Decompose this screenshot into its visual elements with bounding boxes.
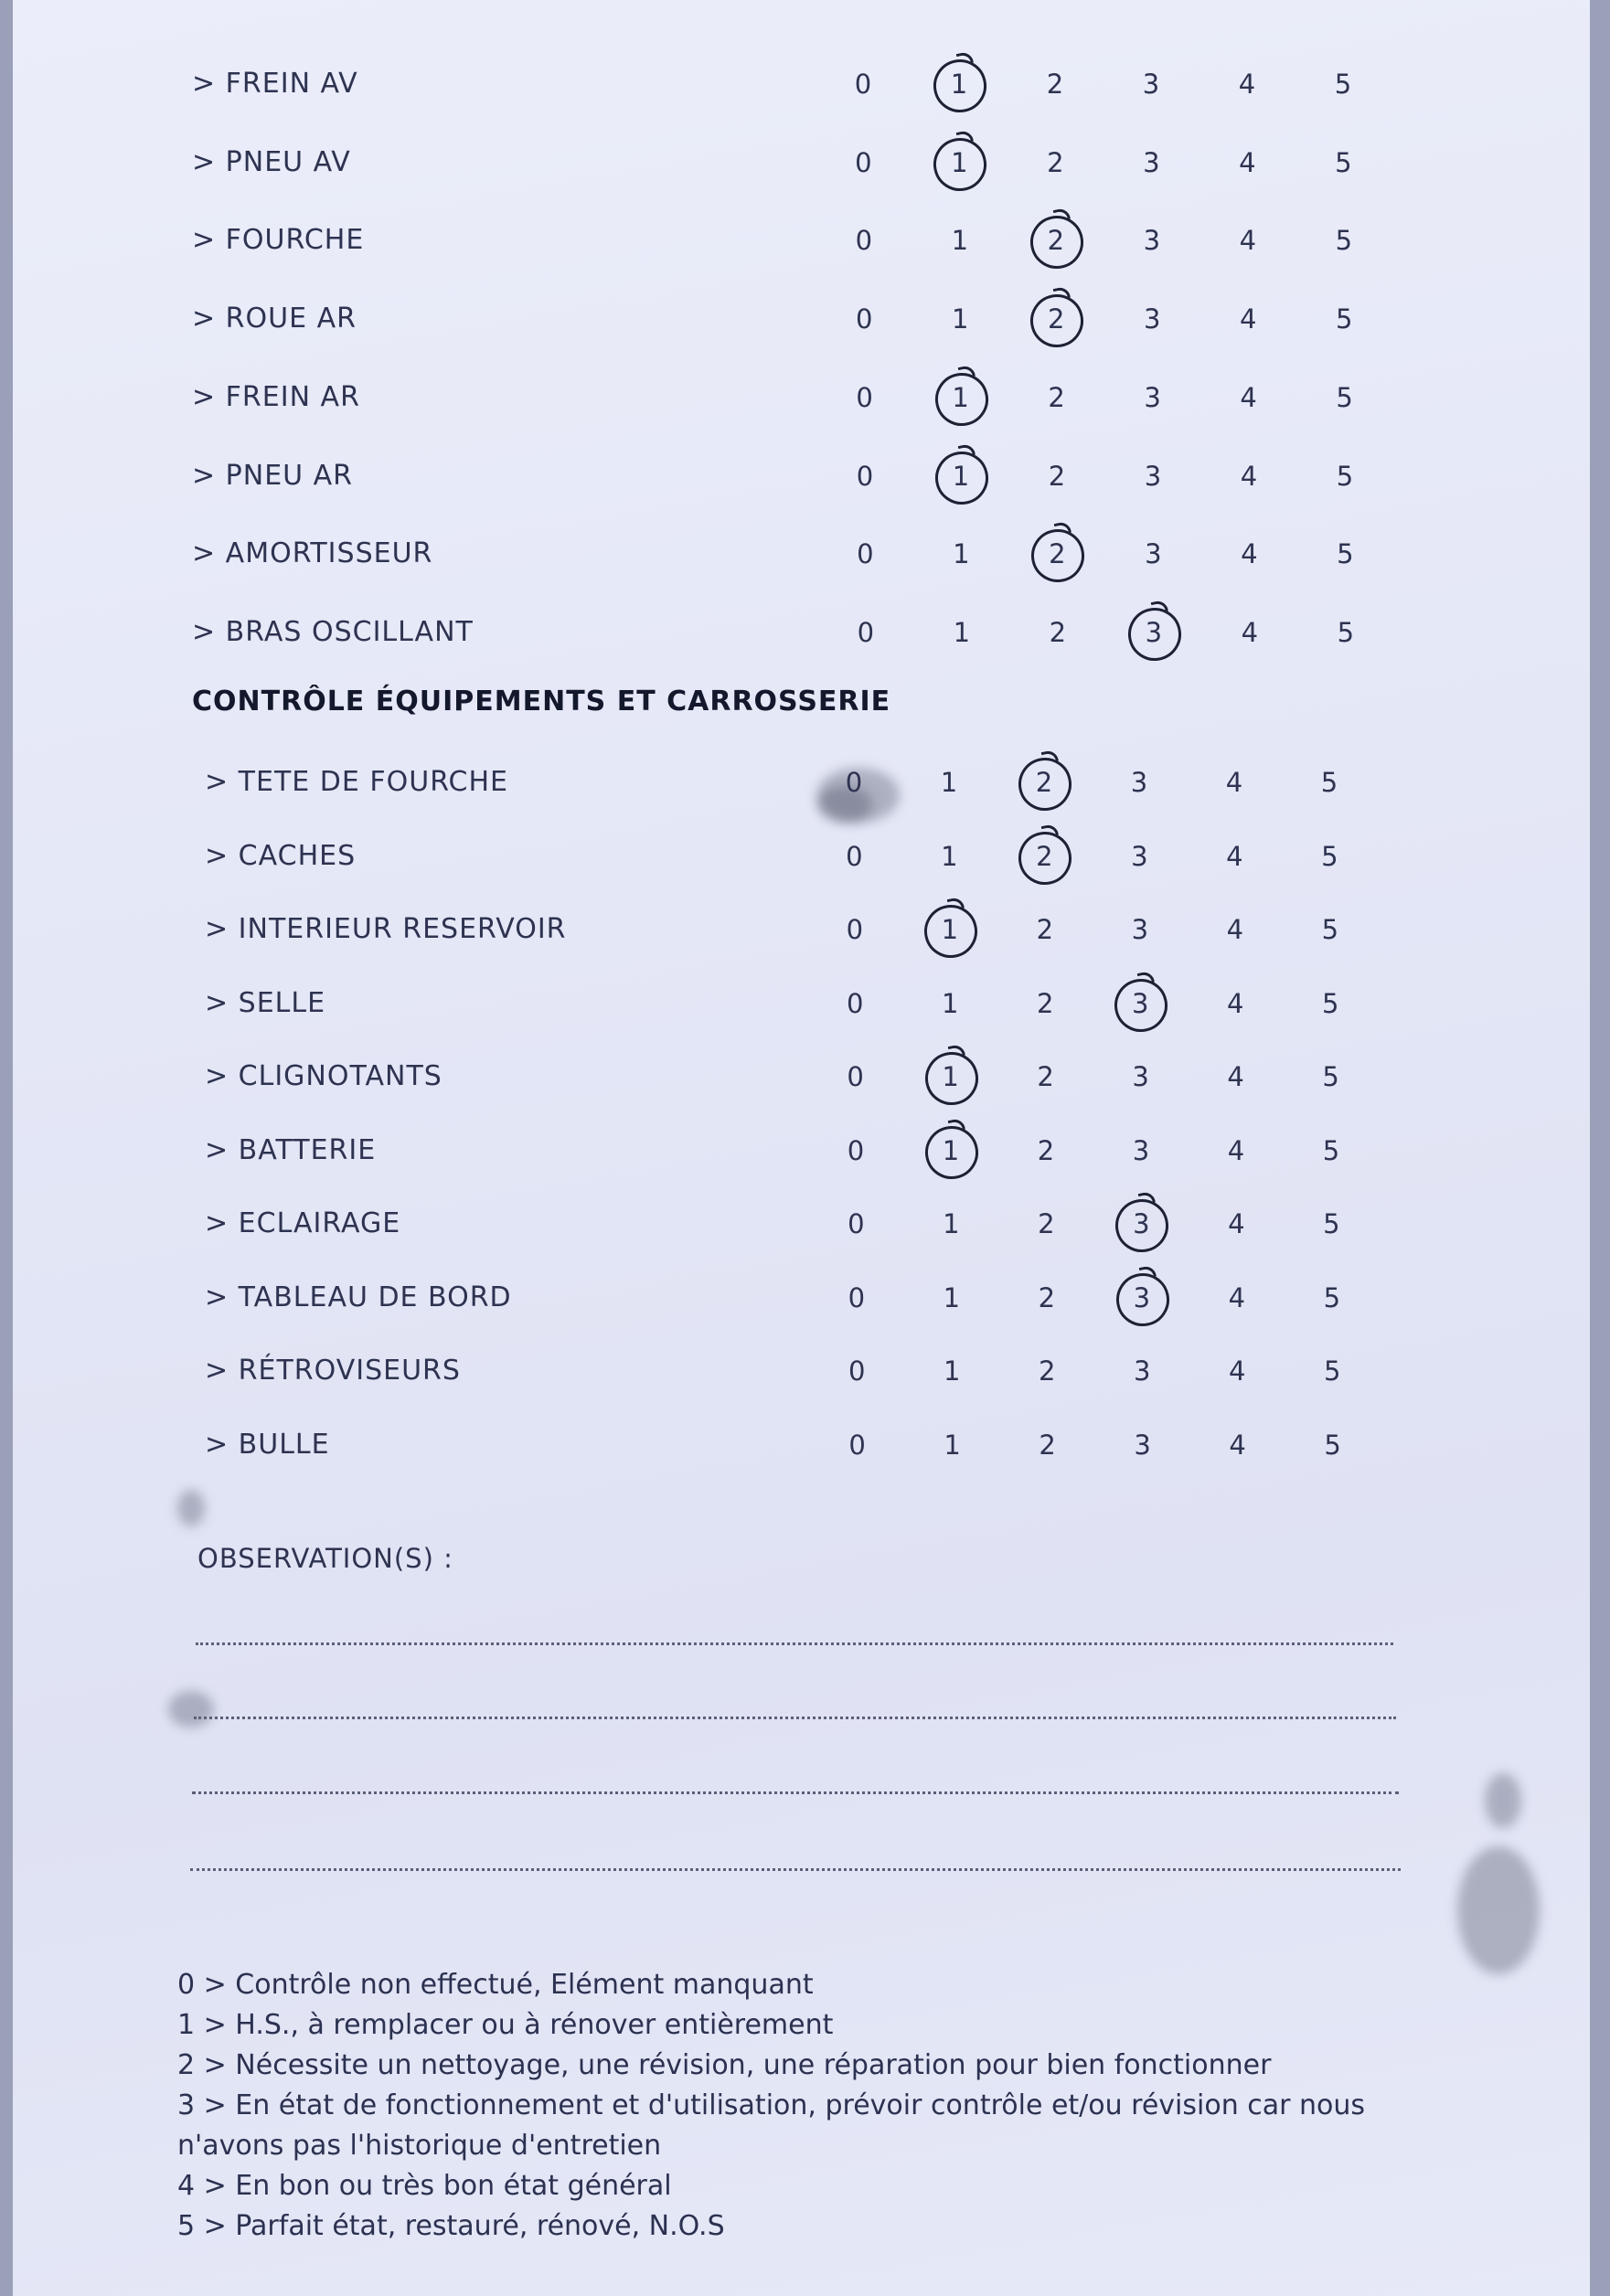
rating-option-2[interactable]	[1023, 126, 1087, 199]
rating-value: 0	[855, 146, 872, 178]
rating-option-5[interactable]	[1298, 967, 1362, 1040]
item-row-caches	[13, 820, 1476, 893]
rating-option-4[interactable]	[1216, 282, 1280, 356]
item-label: > FREIN AV	[192, 68, 358, 100]
rating-option-5[interactable]	[1300, 1334, 1364, 1408]
rating-option-0[interactable]	[824, 1187, 888, 1260]
rating-option-2[interactable]	[1024, 282, 1088, 356]
rating-option-2[interactable]	[1013, 893, 1077, 966]
rating-option-0[interactable]	[822, 746, 886, 819]
rating-value: 5	[1321, 914, 1339, 945]
rating-value: 5	[1323, 1208, 1340, 1239]
rating-option-3[interactable]	[1109, 1040, 1173, 1113]
rating-value: 3	[1131, 987, 1149, 1019]
rating-value: 5	[1323, 1355, 1341, 1387]
rating-option-4[interactable]	[1202, 820, 1266, 893]
rating-option-1[interactable]	[919, 1187, 983, 1260]
rating-value: 0	[846, 987, 864, 1019]
rating-value: 1	[953, 616, 971, 648]
item-label: > SELLE	[205, 986, 326, 1019]
item-label: > BRAS OSCILLANT	[192, 615, 474, 648]
rating-option-5[interactable]	[1298, 893, 1362, 966]
item-label: > TETE DE FOURCHE	[205, 766, 508, 798]
rating-value: 2	[1036, 987, 1054, 1019]
rating-option-0[interactable]	[831, 48, 895, 121]
item-label: > BATTERIE	[205, 1133, 377, 1166]
legend-line: 0 > Contrôle non effectué, Elément manquant	[177, 1969, 814, 2001]
rating-option-3[interactable]	[1119, 126, 1183, 199]
rating-value: 2	[1047, 225, 1065, 257]
rating-option-2[interactable]	[1025, 361, 1089, 434]
rating-option-1[interactable]	[918, 893, 982, 966]
hand-drawn-circle-mark	[1025, 211, 1088, 274]
rating-value: 2	[1035, 767, 1053, 798]
rating-value: 3	[1142, 69, 1160, 100]
rating-value: 0	[848, 1429, 866, 1461]
rating-option-0[interactable]	[823, 893, 887, 966]
rating-value: 0	[856, 381, 873, 413]
rating-option-4[interactable]	[1205, 1334, 1269, 1408]
rating-value: 1	[952, 381, 969, 413]
hand-drawn-circle-mark	[931, 446, 994, 509]
rating-value: 3	[1143, 225, 1161, 257]
rating-value: 5	[1334, 69, 1352, 100]
rating-value: 4	[1238, 69, 1256, 100]
legend-line: 5 > Parfait état, restauré, rénové, N.O.S	[177, 2210, 725, 2242]
rating-value: 3	[1133, 1281, 1151, 1313]
item-label: > INTERIEUR RESERVOIR	[205, 913, 567, 945]
rating-value: 0	[846, 840, 863, 872]
observation-line-4[interactable]	[190, 1868, 1401, 1871]
item-row-fourche	[13, 204, 1476, 277]
item-label: > CLIGNOTANTS	[205, 1060, 442, 1092]
rating-option-2[interactable]	[1025, 517, 1089, 590]
rating-value: 5	[1335, 303, 1353, 335]
hand-drawn-circle-mark	[929, 55, 992, 118]
rating-value: 0	[848, 1281, 866, 1313]
legend-line: 2 > Nécessite un nettoyage, une révision, une réparation pour bien fonctionner	[177, 2049, 1272, 2081]
rating-option-4[interactable]	[1215, 126, 1279, 199]
rating-option-5[interactable]	[1311, 48, 1375, 121]
rating-value: 4	[1226, 987, 1244, 1019]
rating-option-2[interactable]	[1015, 1334, 1079, 1408]
rating-option-3[interactable]	[1121, 440, 1185, 513]
hand-drawn-circle-mark	[1014, 753, 1077, 816]
item-label: > AMORTISSEUR	[192, 537, 433, 570]
rating-option-4[interactable]	[1204, 1114, 1268, 1187]
rating-value: 2	[1036, 914, 1054, 945]
rating-option-2[interactable]	[1015, 1261, 1079, 1334]
rating-option-5[interactable]	[1299, 1040, 1363, 1113]
rating-value: 4	[1228, 1355, 1246, 1387]
rating-value: 5	[1335, 225, 1353, 257]
hand-drawn-circle-mark	[1111, 1268, 1174, 1331]
rating-value: 1	[951, 146, 968, 178]
rating-value: 2	[1048, 381, 1065, 413]
rating-value: 4	[1227, 1134, 1245, 1166]
rating-option-2[interactable]	[1023, 48, 1087, 121]
rating-value: 4	[1239, 225, 1257, 257]
rating-option-2[interactable]	[1014, 1114, 1078, 1187]
item-label: > FOURCHE	[192, 224, 365, 257]
rating-option-0[interactable]	[833, 440, 897, 513]
rating-option-1[interactable]	[928, 282, 992, 356]
rating-value: 1	[943, 1355, 961, 1387]
rating-option-5[interactable]	[1314, 596, 1378, 669]
rating-option-5[interactable]	[1313, 361, 1377, 434]
rating-value: 0	[846, 914, 864, 945]
rating-value: 1	[943, 1208, 960, 1239]
rating-value: 4	[1229, 1429, 1246, 1461]
rating-option-3[interactable]	[1120, 282, 1184, 356]
rating-option-4[interactable]	[1204, 1187, 1268, 1260]
rating-option-0[interactable]	[832, 282, 896, 356]
rating-value: 3	[1145, 616, 1163, 648]
rating-value: 2	[1046, 69, 1064, 100]
rating-value: 3	[1144, 381, 1161, 413]
rating-option-4[interactable]	[1217, 517, 1281, 590]
item-row-amortisseur	[13, 517, 1476, 590]
rating-value: 0	[855, 303, 873, 335]
rating-value: 3	[1134, 1429, 1151, 1461]
rating-option-1[interactable]	[920, 1334, 984, 1408]
rating-value: 3	[1131, 914, 1149, 945]
rating-value: 2	[1037, 1134, 1055, 1166]
rating-value: 2	[1038, 1281, 1056, 1313]
rating-option-2[interactable]	[1016, 1408, 1080, 1482]
rating-option-2[interactable]	[1013, 967, 1077, 1040]
rating-value: 2	[1047, 303, 1065, 335]
item-row-retroviseurs	[13, 1334, 1476, 1408]
rating-option-0[interactable]	[824, 1040, 888, 1113]
rating-value: 2	[1049, 538, 1066, 570]
hand-drawn-circle-mark	[1123, 602, 1186, 665]
rating-option-3[interactable]	[1107, 820, 1171, 893]
rating-option-1[interactable]	[918, 967, 982, 1040]
item-row-frein-ar	[13, 361, 1476, 434]
rating-option-0[interactable]	[833, 517, 897, 590]
rating-value: 4	[1241, 538, 1258, 570]
rating-value: 3	[1130, 767, 1148, 798]
rating-option-1[interactable]	[927, 126, 991, 199]
rating-value: 3	[1143, 303, 1161, 335]
rating-option-1[interactable]	[919, 1040, 983, 1113]
rating-option-4[interactable]	[1216, 204, 1280, 277]
rating-option-4[interactable]	[1204, 1040, 1268, 1113]
hand-drawn-circle-mark	[1026, 290, 1089, 353]
item-row-clignotants	[13, 1040, 1476, 1113]
item-label: > PNEU AR	[192, 459, 354, 492]
rating-value: 5	[1322, 1134, 1340, 1166]
rating-option-4[interactable]	[1203, 893, 1267, 966]
inspection-sheet	[13, 0, 1590, 2296]
rating-value: 2	[1038, 1208, 1055, 1239]
rating-value: 1	[950, 69, 968, 100]
rating-option-0[interactable]	[832, 204, 896, 277]
rating-option-0[interactable]	[824, 1114, 888, 1187]
rating-value: 0	[855, 225, 873, 257]
rating-option-0[interactable]	[823, 967, 887, 1040]
rating-option-5[interactable]	[1313, 440, 1377, 513]
rating-option-2[interactable]	[1025, 440, 1089, 513]
rating-option-5[interactable]	[1300, 1261, 1364, 1334]
rating-option-0[interactable]	[826, 1408, 890, 1482]
rating-option-4[interactable]	[1203, 967, 1267, 1040]
rating-value: 4	[1225, 767, 1243, 798]
observation-line-1[interactable]	[196, 1642, 1393, 1645]
rating-option-1[interactable]	[929, 361, 993, 434]
item-row-bras-oscillant	[13, 596, 1476, 669]
rating-value: 4	[1239, 146, 1256, 178]
rating-option-0[interactable]	[831, 126, 895, 199]
item-row-interieur-reservoir	[13, 893, 1476, 966]
rating-option-3[interactable]	[1119, 48, 1183, 121]
rating-value: 0	[845, 767, 863, 798]
rating-value: 5	[1321, 840, 1338, 872]
rating-value: 1	[951, 303, 969, 335]
item-label: > PNEU AV	[192, 145, 351, 178]
hand-drawn-circle-mark	[920, 1047, 983, 1111]
rating-value: 1	[942, 1134, 960, 1166]
rating-option-4[interactable]	[1205, 1261, 1269, 1334]
rating-value: 3	[1144, 460, 1162, 492]
hand-drawn-circle-mark	[1027, 525, 1090, 588]
rating-option-1[interactable]	[927, 48, 991, 121]
rating-value: 2	[1039, 1429, 1056, 1461]
hand-drawn-circle-mark	[929, 133, 992, 196]
rating-option-4[interactable]	[1217, 361, 1281, 434]
rating-value: 2	[1049, 616, 1067, 648]
rating-option-3[interactable]	[1108, 967, 1172, 1040]
rating-option-1[interactable]	[920, 1261, 984, 1334]
rating-option-5[interactable]	[1311, 126, 1375, 199]
rating-value: 0	[847, 1061, 864, 1092]
rating-value: 4	[1228, 1281, 1246, 1313]
rating-value: 0	[847, 1134, 865, 1166]
legend-line: 3 > En état de fonctionnement et d'utilisation, prévoir contrôle et/ou révision car nous	[177, 2089, 1366, 2121]
rating-option-0[interactable]	[825, 1334, 889, 1408]
item-row-batterie	[13, 1114, 1476, 1187]
rating-option-5[interactable]	[1301, 1408, 1365, 1482]
rating-value: 2	[1037, 1061, 1054, 1092]
rating-option-4[interactable]	[1215, 48, 1279, 121]
item-row-eclairage	[13, 1187, 1476, 1260]
rating-value: 4	[1226, 914, 1244, 945]
rating-value: 4	[1227, 1061, 1244, 1092]
rating-value: 5	[1324, 1429, 1341, 1461]
observation-line-2[interactable]	[194, 1717, 1396, 1719]
rating-legend	[177, 1965, 1421, 2247]
rating-option-3[interactable]	[1120, 204, 1184, 277]
rating-option-1[interactable]	[917, 746, 981, 819]
rating-value: 5	[1320, 767, 1338, 798]
rating-value: 5	[1336, 381, 1353, 413]
hand-drawn-circle-mark	[919, 900, 982, 963]
rating-value: 1	[944, 1429, 961, 1461]
rating-value: 5	[1337, 538, 1354, 570]
item-row-roue-ar	[13, 282, 1476, 356]
item-label: > BULLE	[205, 1428, 330, 1461]
hand-drawn-circle-mark	[1110, 973, 1173, 1036]
item-row-pneu-ar	[13, 440, 1476, 513]
rating-value: 0	[854, 69, 872, 100]
rating-option-1[interactable]	[919, 1114, 983, 1187]
rating-value: 4	[1240, 460, 1258, 492]
rating-value: 5	[1337, 616, 1355, 648]
rating-option-2[interactable]	[1014, 1187, 1078, 1260]
rating-option-2[interactable]	[1012, 820, 1076, 893]
rating-value: 1	[942, 1061, 959, 1092]
rating-option-2[interactable]	[1024, 204, 1088, 277]
rating-option-3[interactable]	[1110, 1261, 1174, 1334]
rating-option-3[interactable]	[1121, 517, 1185, 590]
hand-drawn-circle-mark	[1014, 826, 1077, 889]
rating-value: 5	[1336, 460, 1354, 492]
rating-value: 1	[953, 538, 970, 570]
rating-value: 1	[941, 840, 958, 872]
rating-value: 2	[1047, 146, 1064, 178]
rating-option-3[interactable]	[1109, 1114, 1173, 1187]
rating-value: 4	[1241, 616, 1259, 648]
rating-option-4[interactable]	[1202, 746, 1266, 819]
legend-line: 4 > En bon ou très bon état général	[177, 2170, 672, 2202]
rating-option-3[interactable]	[1122, 596, 1186, 669]
item-label: > RÉTROVISEURS	[205, 1355, 461, 1387]
item-label: > CACHES	[205, 839, 357, 872]
rating-value: 1	[941, 987, 959, 1019]
rating-value: 2	[1036, 840, 1053, 872]
section-heading: CONTRÔLE ÉQUIPEMENTS ET CARROSSERIE	[192, 686, 891, 718]
rating-option-5[interactable]	[1299, 1187, 1363, 1260]
rating-value: 4	[1239, 303, 1257, 335]
rating-option-1[interactable]	[929, 517, 993, 590]
rating-option-0[interactable]	[834, 596, 898, 669]
rating-value: 1	[941, 914, 959, 945]
legend-line: 1 > H.S., à remplacer ou à rénover entièrement	[177, 2009, 834, 2041]
item-label: > ECLAIRAGE	[205, 1207, 401, 1239]
rating-value: 3	[1131, 840, 1148, 872]
rating-option-3[interactable]	[1108, 893, 1172, 966]
rating-option-1[interactable]	[921, 1408, 985, 1482]
rating-value: 2	[1048, 460, 1066, 492]
rating-value: 5	[1323, 1281, 1341, 1313]
rating-value: 3	[1143, 146, 1160, 178]
rating-value: 3	[1132, 1061, 1149, 1092]
rating-option-5[interactable]	[1312, 204, 1376, 277]
rating-option-1[interactable]	[929, 440, 993, 513]
item-label: > TABLEAU DE BORD	[205, 1281, 512, 1313]
rating-value: 4	[1228, 1208, 1245, 1239]
rating-option-3[interactable]	[1110, 1334, 1174, 1408]
observations-label: OBSERVATION(S) :	[197, 1543, 453, 1574]
rating-value: 5	[1321, 987, 1339, 1019]
legend-line: n'avons pas l'historique d'entretien	[177, 2130, 662, 2162]
rating-option-4[interactable]	[1217, 440, 1281, 513]
rating-value: 0	[857, 538, 874, 570]
hand-drawn-circle-mark	[921, 1121, 984, 1184]
rating-option-2[interactable]	[1014, 1040, 1078, 1113]
item-row-tete-de-fourche	[13, 746, 1476, 819]
rating-option-4[interactable]	[1218, 596, 1282, 669]
hand-drawn-circle-mark	[1111, 1195, 1174, 1258]
observation-line-3[interactable]	[192, 1791, 1399, 1794]
item-row-frein-av	[13, 48, 1476, 121]
item-row-pneu-av	[13, 126, 1476, 199]
item-row-selle	[13, 967, 1476, 1040]
item-label: > FREIN AR	[192, 380, 360, 413]
rating-option-3[interactable]	[1107, 746, 1171, 819]
rating-option-4[interactable]	[1206, 1408, 1270, 1482]
rating-value: 1	[940, 767, 958, 798]
rating-value: 0	[848, 1208, 865, 1239]
rating-option-2[interactable]	[1012, 746, 1076, 819]
rating-option-5[interactable]	[1312, 282, 1376, 356]
rating-value: 3	[1133, 1208, 1150, 1239]
rating-option-1[interactable]	[917, 820, 981, 893]
rating-option-0[interactable]	[822, 820, 886, 893]
rating-value: 3	[1145, 538, 1162, 570]
rating-option-3[interactable]	[1111, 1408, 1175, 1482]
rating-option-1[interactable]	[930, 596, 994, 669]
rating-option-0[interactable]	[825, 1261, 889, 1334]
item-row-tableau-de-bord	[13, 1261, 1476, 1334]
rating-value: 3	[1133, 1355, 1151, 1387]
rating-value: 4	[1240, 381, 1257, 413]
rating-option-3[interactable]	[1121, 361, 1185, 434]
rating-option-5[interactable]	[1297, 820, 1361, 893]
item-row-bulle	[13, 1408, 1476, 1482]
hand-drawn-circle-mark	[930, 367, 993, 430]
rating-value: 1	[943, 1281, 961, 1313]
rating-value: 0	[856, 460, 874, 492]
rating-value: 0	[848, 1355, 866, 1387]
rating-value: 1	[951, 225, 969, 257]
rating-value: 5	[1322, 1061, 1339, 1092]
rating-option-5[interactable]	[1299, 1114, 1363, 1187]
rating-value: 4	[1226, 840, 1243, 872]
rating-value: 5	[1335, 146, 1352, 178]
rating-option-5[interactable]	[1313, 517, 1377, 590]
rating-value: 2	[1038, 1355, 1056, 1387]
rating-option-1[interactable]	[928, 204, 992, 277]
item-label: > ROUE AR	[192, 303, 357, 335]
rating-value: 3	[1132, 1134, 1150, 1166]
rating-value: 1	[952, 460, 970, 492]
rating-option-5[interactable]	[1297, 746, 1361, 819]
rating-option-2[interactable]	[1026, 596, 1090, 669]
rating-option-0[interactable]	[833, 361, 897, 434]
rating-value: 0	[857, 616, 875, 648]
rating-option-3[interactable]	[1109, 1187, 1173, 1260]
